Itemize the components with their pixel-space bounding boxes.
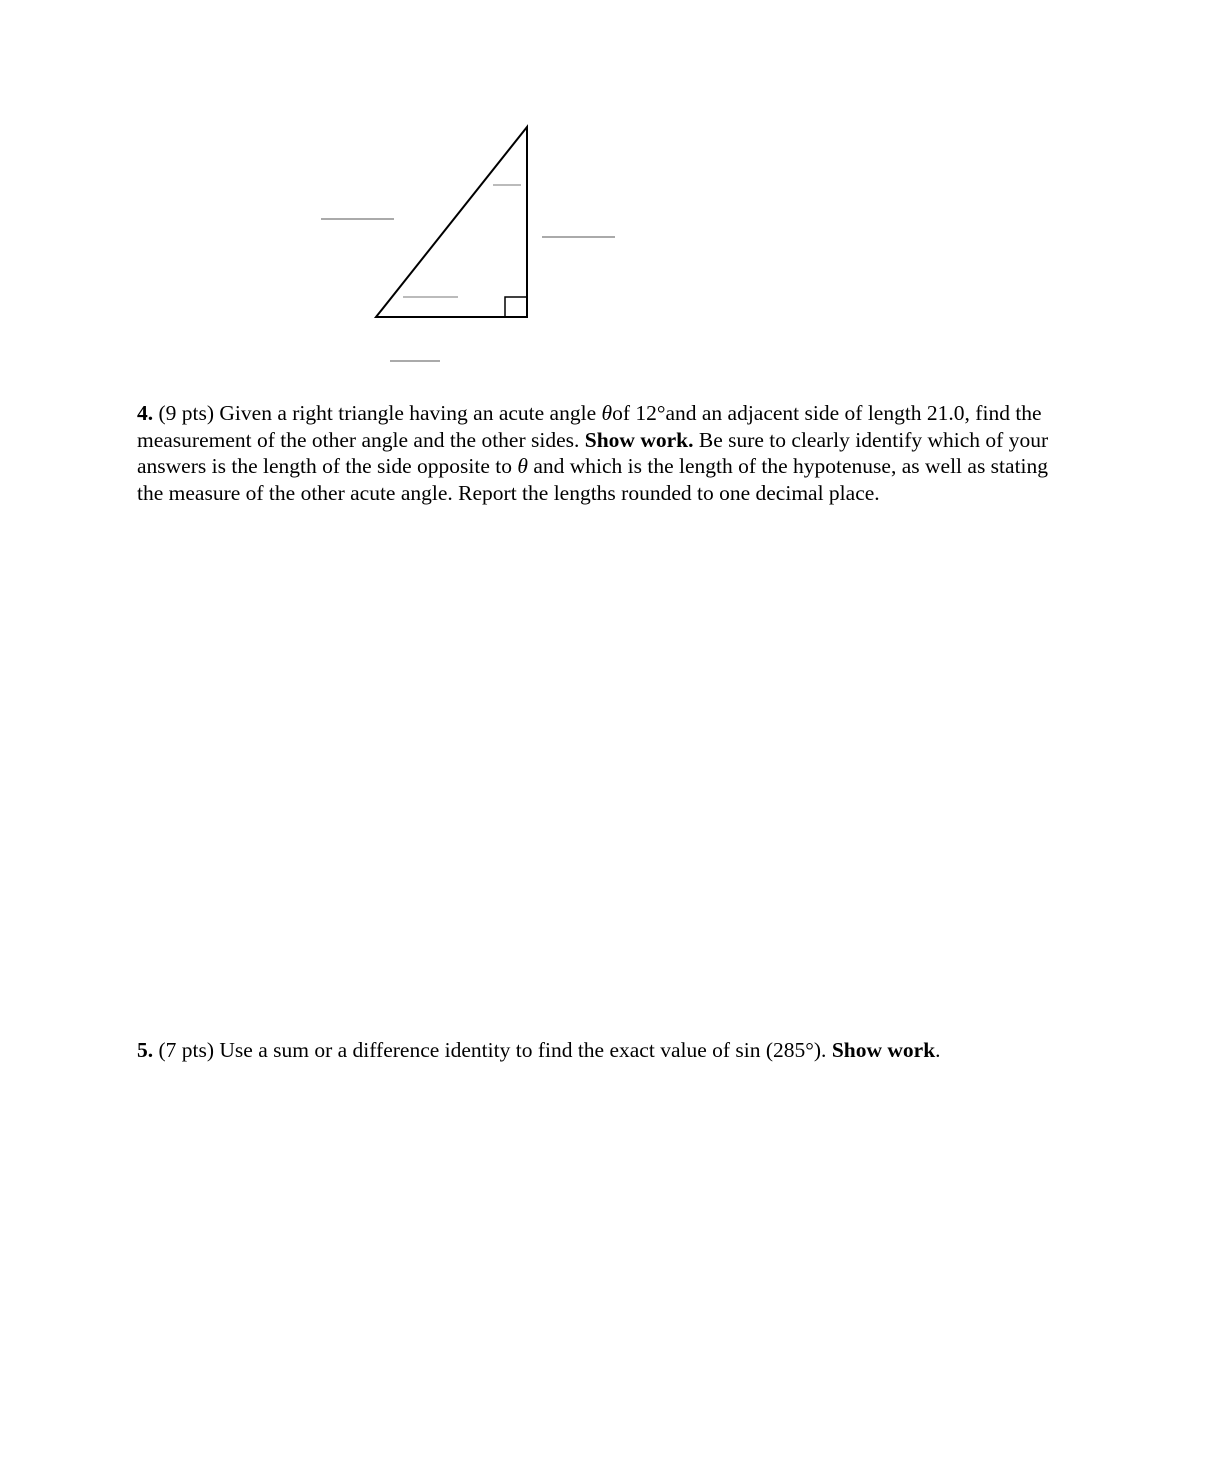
problem-5-number: 5. bbox=[137, 1038, 154, 1062]
show-work-label: Show work bbox=[831, 1038, 936, 1062]
problem-4-text-c: Be sure to clearly identify which of your answers is the length of the side opposite to bbox=[137, 427, 1049, 478]
problem-4-text bbox=[137, 400, 1077, 506]
theta-symbol: θ bbox=[601, 401, 613, 425]
problem-5-text bbox=[137, 1037, 1137, 1064]
problem-5-text-b: . bbox=[935, 1038, 941, 1062]
problem-4-text-a: (9 pts) Given a right triangle having an acute angle bbox=[153, 401, 602, 425]
theta-symbol: θ bbox=[517, 454, 528, 478]
problem-4-text-b: of 12°and an adjacent side of length 21.0, find the measurement of the other angle and the other sides. bbox=[137, 401, 1042, 452]
problem-4-number: 4. bbox=[137, 401, 154, 425]
triangle-outline bbox=[376, 127, 527, 317]
show-work-label: Show work. bbox=[584, 427, 694, 452]
right-angle-marker bbox=[505, 297, 527, 317]
problem-4-text-d: and which is the length of the hypotenuse, as well as stating the measure of the other acute angle. Report the lengths rounded to one decimal place. bbox=[137, 454, 1049, 505]
problem-5-text-a: (7 pts) Use a sum or a difference identity to find the exact value of sin (285°). bbox=[153, 1038, 832, 1062]
right-triangle-diagram bbox=[0, 0, 1225, 400]
